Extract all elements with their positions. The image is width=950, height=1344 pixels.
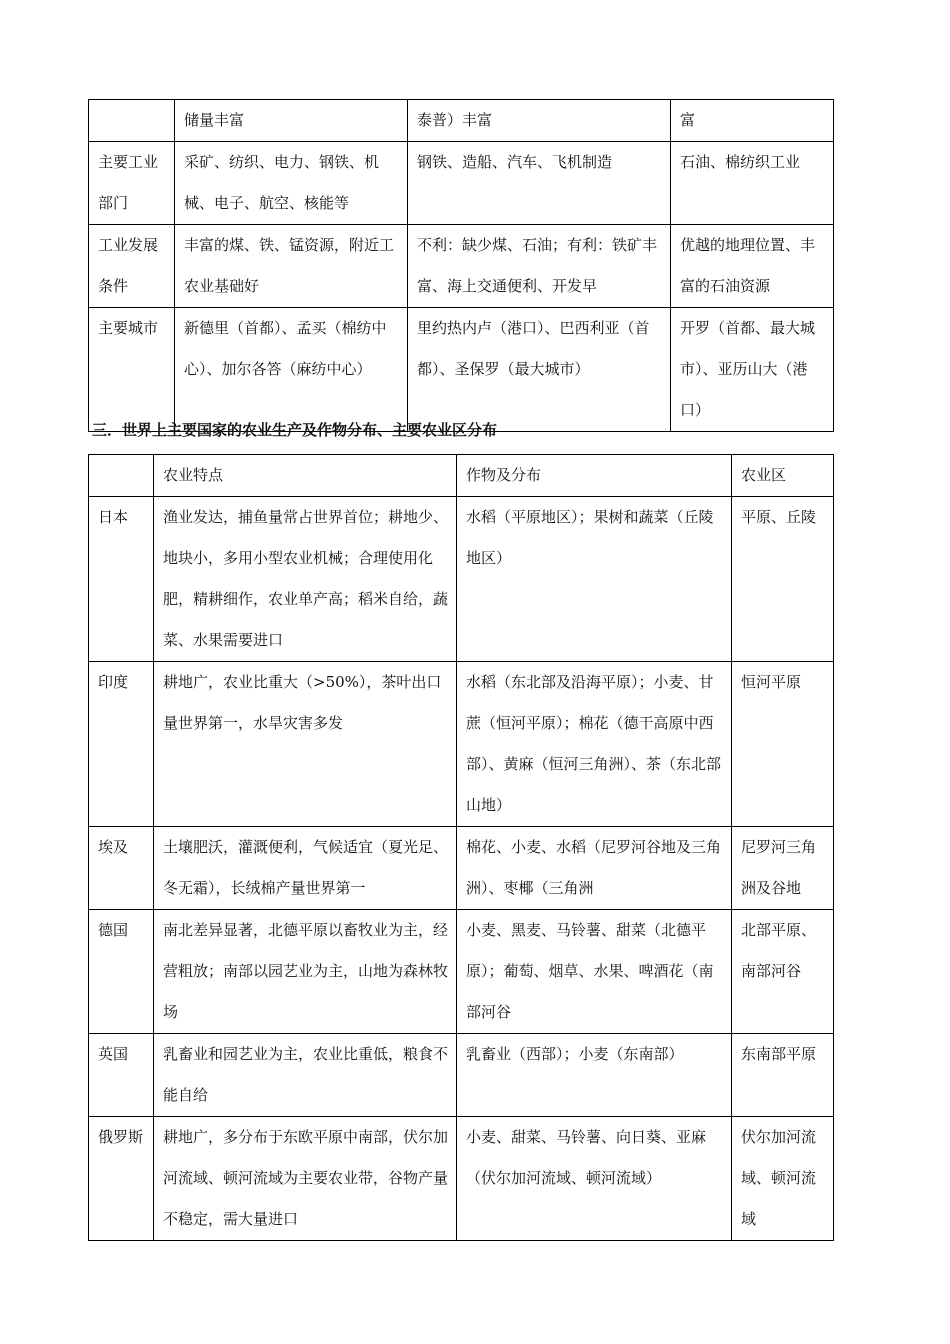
table-cell: 钢铁、造船、汽车、飞机制造	[408, 142, 671, 225]
table-cell: 棉花、小麦、水稻（尼罗河谷地及三角洲）、枣椰（三角洲	[457, 827, 732, 910]
table-row	[89, 225, 834, 308]
country-cell: 德国	[89, 910, 154, 1034]
table-cell: 北部平原、南部河谷	[732, 910, 834, 1034]
country-cell: 日本	[89, 497, 154, 662]
table-cell: 采矿、纺织、电力、钢铁、机械、电子、航空、核能等	[175, 142, 408, 225]
table-header-row	[89, 455, 834, 497]
table-cell: 优越的地理位置、丰富的石油资源	[671, 225, 834, 308]
agriculture-table	[88, 454, 834, 1241]
table-row	[89, 497, 834, 662]
table-cell: 耕地广，多分布于东欧平原中南部，伏尔加河流域、顿河流域为主要农业带，谷物产量不稳定，需大量进口	[154, 1117, 457, 1241]
table-row	[89, 1117, 834, 1241]
table-cell: 尼罗河三角洲及谷地	[732, 827, 834, 910]
column-header: 农业区	[732, 455, 834, 497]
row-header: 主要城市	[89, 308, 175, 432]
row-header: 主要工业部门	[89, 142, 175, 225]
table-row	[89, 308, 834, 432]
table-row	[89, 910, 834, 1034]
country-cell: 俄罗斯	[89, 1117, 154, 1241]
table-cell: 伏尔加河流域、顿河流域	[732, 1117, 834, 1241]
country-cell: 印度	[89, 662, 154, 827]
column-header	[89, 455, 154, 497]
table-cell: 泰普）丰富	[408, 100, 671, 142]
table-row	[89, 827, 834, 910]
table-cell: 新德里（首都）、孟买（棉纺中心）、加尔各答（麻纺中心）	[175, 308, 408, 432]
table-cell: 平原、丘陵	[732, 497, 834, 662]
industry-table	[88, 99, 834, 432]
column-header: 作物及分布	[457, 455, 732, 497]
table-cell	[89, 100, 175, 142]
table-cell: 水稻（东北部及沿海平原）；小麦、甘蔗（恒河平原）；棉花（德干高原中西部）、黄麻（恒河三角洲）、茶（东北部山地）	[457, 662, 732, 827]
table-cell: 土壤肥沃，灌溉便利，气候适宜（夏光足、冬无霜），长绒棉产量世界第一	[154, 827, 457, 910]
table-cell: 东南部平原	[732, 1034, 834, 1117]
table-cell: 不利：缺少煤、石油；有利：铁矿丰富、海上交通便利、开发早	[408, 225, 671, 308]
table-row	[89, 100, 834, 142]
country-cell: 英国	[89, 1034, 154, 1117]
table-cell: 储量丰富	[175, 100, 408, 142]
country-cell: 埃及	[89, 827, 154, 910]
table-cell: 小麦、甜菜、马铃薯、向日葵、亚麻（伏尔加河流域、顿河流域）	[457, 1117, 732, 1241]
table-cell: 乳畜业（西部）；小麦（东南部）	[457, 1034, 732, 1117]
table-cell: 南北差异显著，北德平原以畜牧业为主，经营粗放；南部以园艺业为主，山地为森林牧场	[154, 910, 457, 1034]
table-cell: 里约热内卢（港口）、巴西利亚（首都）、圣保罗（最大城市）	[408, 308, 671, 432]
table-cell: 渔业发达，捕鱼量常占世界首位；耕地少、地块小，多用小型农业机械；合理使用化肥，精耕细作，农业单产高；稻米自给，蔬菜、水果需要进口	[154, 497, 457, 662]
table-cell: 富	[671, 100, 834, 142]
row-header: 工业发展条件	[89, 225, 175, 308]
table-cell: 小麦、黑麦、马铃薯、甜菜（北德平原）；葡萄、烟草、水果、啤酒花（南部河谷	[457, 910, 732, 1034]
table-cell: 耕地广，农业比重大（>50%），茶叶出口量世界第一，水旱灾害多发	[154, 662, 457, 827]
table-cell: 丰富的煤、铁、锰资源，附近工农业基础好	[175, 225, 408, 308]
table-row	[89, 142, 834, 225]
table-row	[89, 662, 834, 827]
table-cell: 恒河平原	[732, 662, 834, 827]
section-heading: 三．世界上主要国家的农业生产及作物分布、主要农业区分布	[92, 421, 498, 439]
table-row	[89, 1034, 834, 1117]
column-header: 农业特点	[154, 455, 457, 497]
table-cell: 开罗（首都、最大城市）、亚历山大（港口）	[671, 308, 834, 432]
table-cell: 水稻（平原地区）；果树和蔬菜（丘陵地区）	[457, 497, 732, 662]
table-cell: 石油、棉纺织工业	[671, 142, 834, 225]
table-cell: 乳畜业和园艺业为主，农业比重低，粮食不能自给	[154, 1034, 457, 1117]
